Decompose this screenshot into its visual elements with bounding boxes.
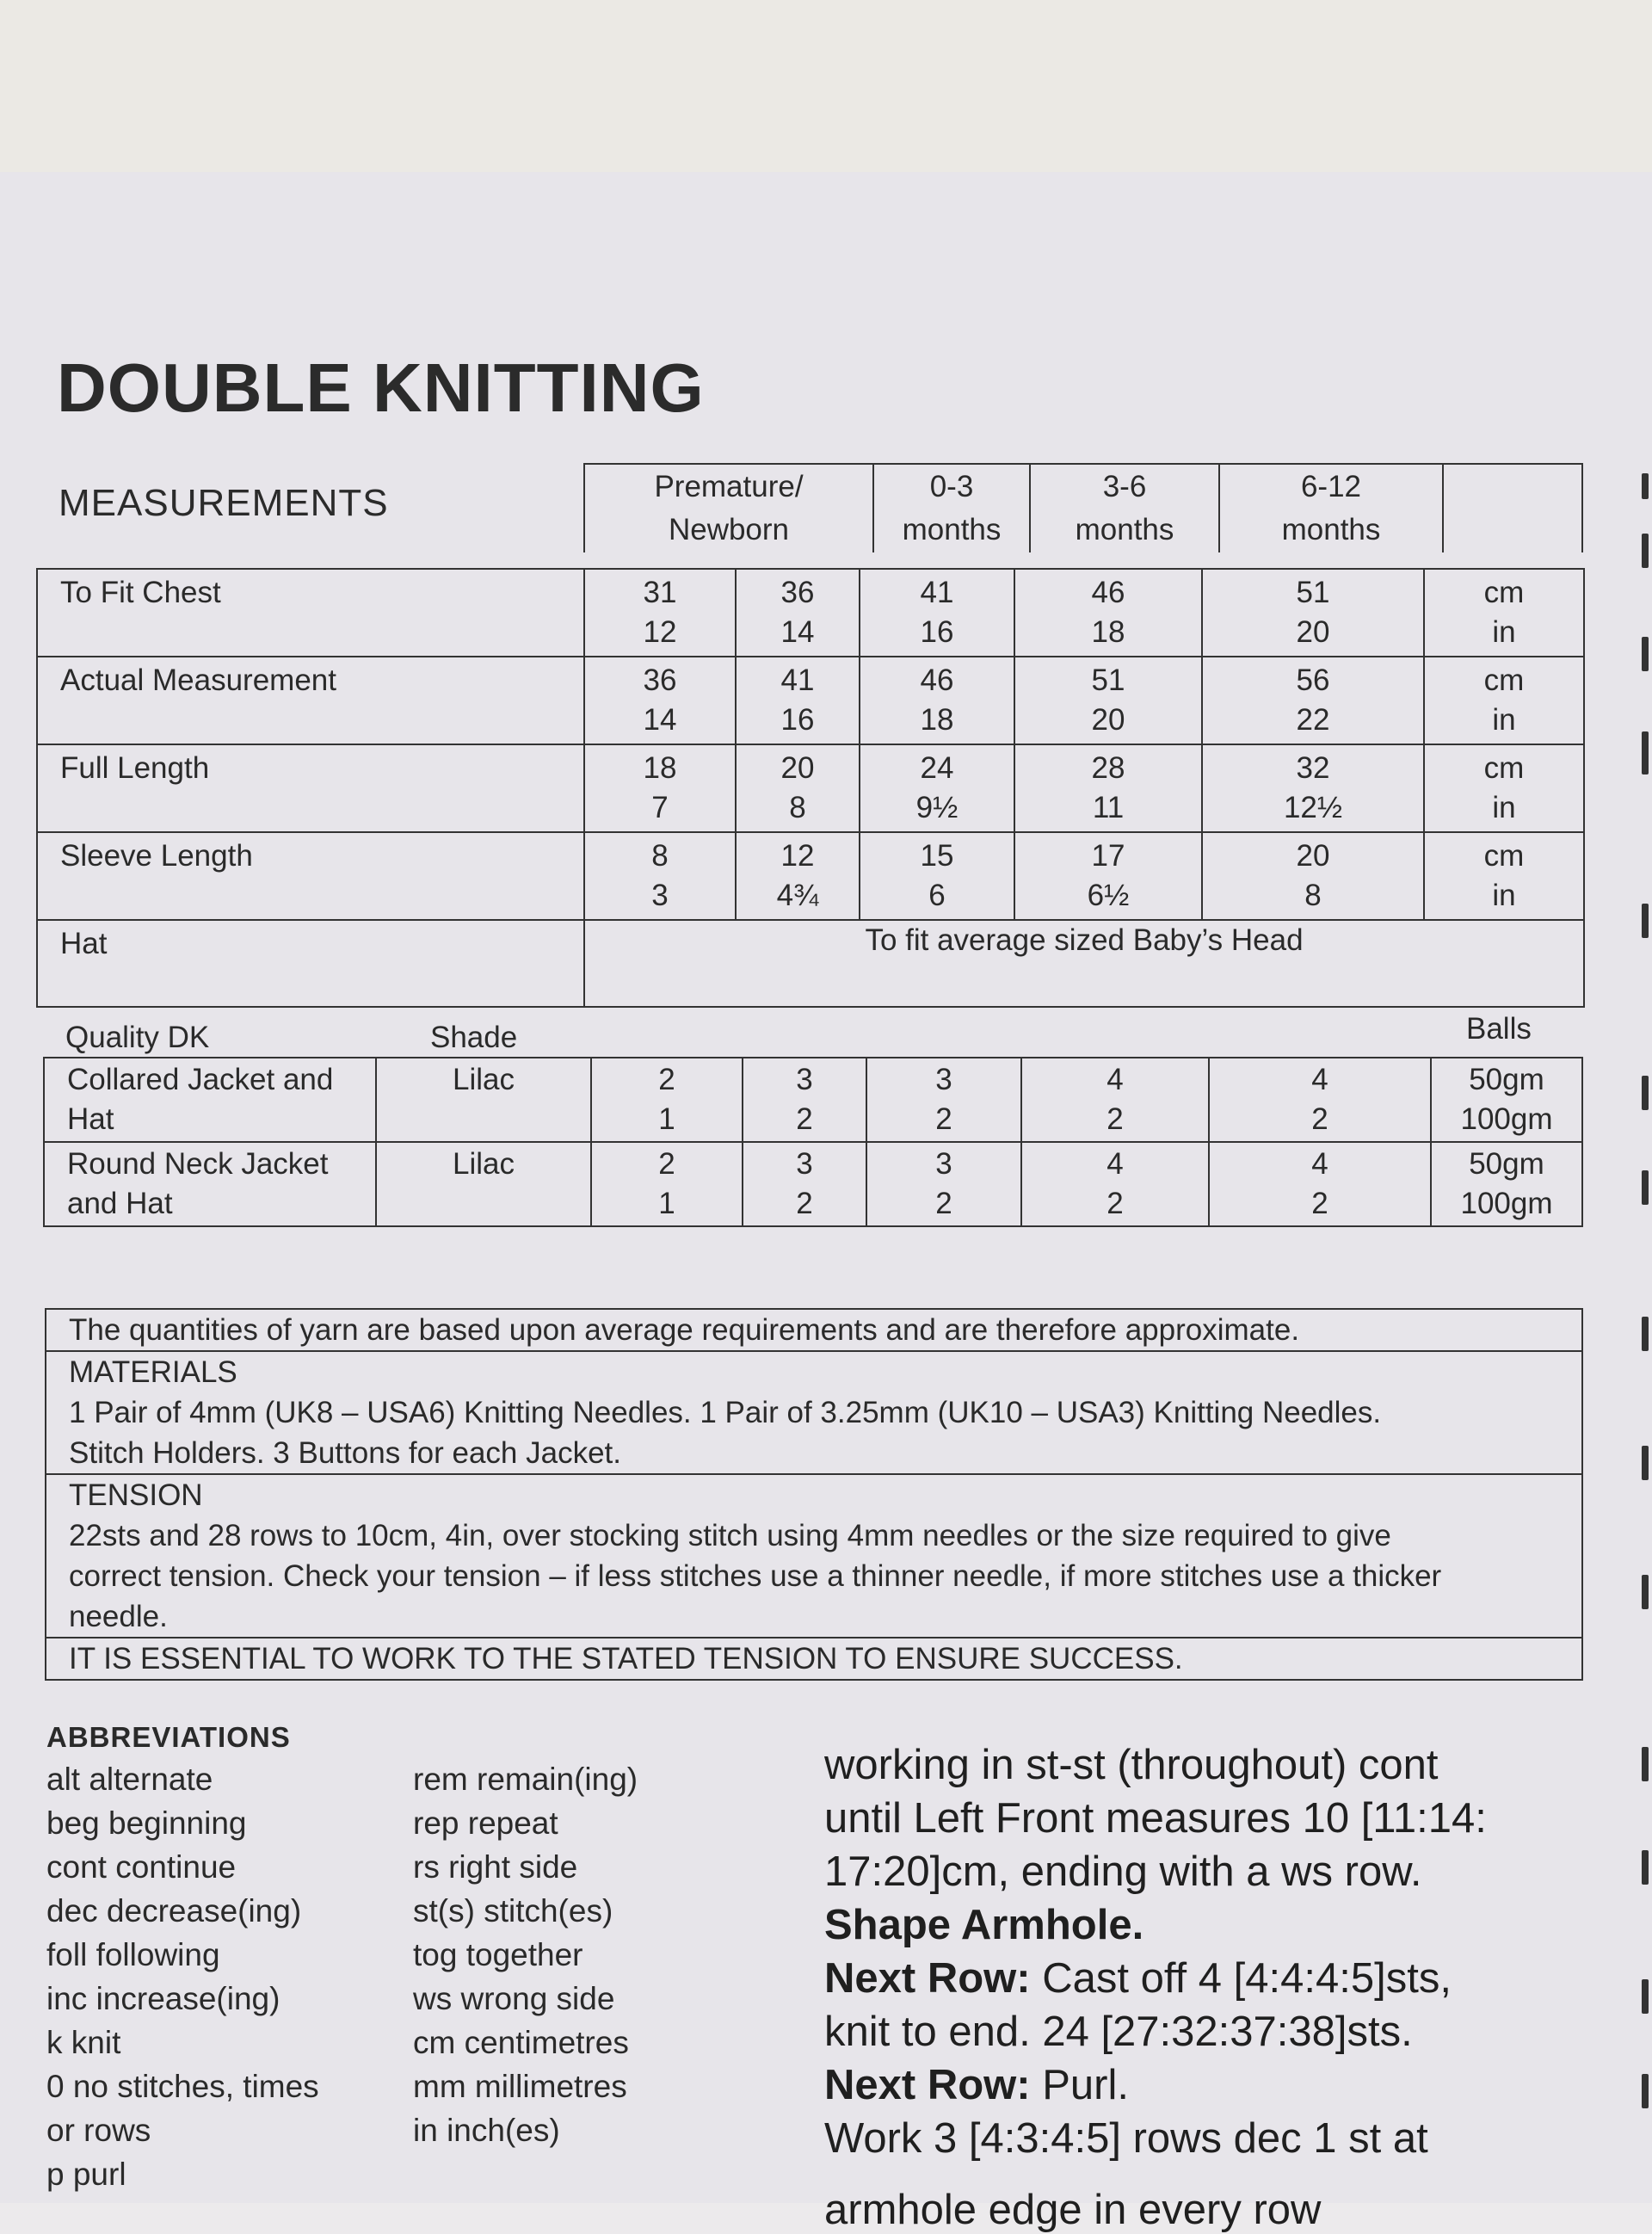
shade-label: Shade	[430, 1021, 518, 1054]
table-cell: 32 12½	[1202, 744, 1424, 832]
balls-cell: 50gm 100gm	[1431, 1142, 1582, 1226]
list-item: rep repeat	[413, 1805, 558, 1841]
pattern-line: Next Row: Purl.	[824, 2062, 1129, 2108]
size-header-3-6: 3-6 months	[1031, 465, 1220, 552]
size-header-6-12: 6-12 months	[1220, 465, 1444, 552]
list-item: or rows	[46, 2113, 151, 2148]
row-label: Full Length	[37, 744, 584, 832]
row-label: Sleeve Length	[37, 832, 584, 920]
table-cell: 4 2	[1209, 1058, 1431, 1142]
table-cell: 15 6	[860, 832, 1014, 920]
table-row	[44, 1142, 1582, 1226]
table-cell: 4 2	[1209, 1142, 1431, 1226]
essential-note: IT IS ESSENTIAL TO WORK TO THE STATED TENSION TO ENSURE SUCCESS.	[69, 1642, 1183, 1676]
notes-box	[45, 1308, 1583, 1681]
list-item: mm millimetres	[413, 2069, 627, 2104]
list-item: tog together	[413, 1937, 583, 1972]
shade-cell: Lilac	[376, 1058, 591, 1142]
size-header-units	[1444, 465, 1581, 552]
list-item: foll following	[46, 1937, 220, 1972]
table-cell: 4 2	[1021, 1142, 1209, 1226]
table-cell: 51 20	[1014, 657, 1202, 744]
list-item: 0 no stitches, times	[46, 2069, 319, 2104]
materials-line: 1 Pair of 4mm (UK8 – USA6) Knitting Needles. 1 Pair of 3.25mm (UK10 – USA3) Knitting Needles.	[69, 1396, 1382, 1429]
table-cell: 3 2	[866, 1058, 1021, 1142]
materials-block	[46, 1352, 1581, 1475]
pattern-line: until Left Front measures 10 [11:14:	[824, 1795, 1487, 1842]
balls-label: Balls	[1466, 1012, 1532, 1046]
size-header-0-3: 0-3 months	[874, 465, 1031, 552]
page-title: DOUBLE KNITTING	[57, 349, 705, 426]
table-cell: 41 16	[736, 657, 860, 744]
pattern-instructions	[824, 1738, 1564, 2165]
row-label: Collared Jacket and Hat	[44, 1058, 376, 1142]
pattern-line-cut: armhole edge in every row	[824, 2187, 1322, 2233]
list-item: cm centimetres	[413, 2025, 629, 2060]
list-item: in inch(es)	[413, 2113, 560, 2148]
hat-description: To fit average sized Baby’s Head	[584, 920, 1584, 1007]
background-top	[0, 0, 1652, 172]
unit-cell: cm in	[1424, 832, 1584, 920]
table-row	[37, 744, 1584, 832]
unit-cell: cm in	[1424, 657, 1584, 744]
table-cell: 51 20	[1202, 569, 1424, 657]
table-row	[37, 832, 1584, 920]
table-cell: 3 2	[743, 1142, 866, 1226]
list-item: dec decrease(ing)	[46, 1893, 302, 1929]
table-cell: 3 2	[743, 1058, 866, 1142]
table-cell: 28 11	[1014, 744, 1202, 832]
measurements-table	[36, 568, 1585, 1008]
table-cell: 36 14	[584, 657, 736, 744]
table-cell: 56 22	[1202, 657, 1424, 744]
list-item: rem remain(ing)	[413, 1762, 638, 1797]
balls-cell: 50gm 100gm	[1431, 1058, 1582, 1142]
table-cell: 8 3	[584, 832, 736, 920]
table-cell: 3 2	[866, 1142, 1021, 1226]
table-row	[44, 1058, 1582, 1142]
pattern-line: Work 3 [4:3:4:5] rows dec 1 st at	[824, 2115, 1428, 2162]
table-cell: 2 1	[591, 1142, 743, 1226]
tension-block	[46, 1475, 1581, 1638]
table-cell: 4 2	[1021, 1058, 1209, 1142]
list-item: k knit	[46, 2025, 121, 2060]
row-label: Round Neck Jacket and Hat	[44, 1142, 376, 1226]
table-cell: 18 7	[584, 744, 736, 832]
table-cell: 2 1	[591, 1058, 743, 1142]
table-cell: 20 8	[1202, 832, 1424, 920]
table-cell: 20 8	[736, 744, 860, 832]
unit-cell: cm in	[1424, 744, 1584, 832]
list-item: p purl	[46, 2157, 126, 2192]
shape-armhole-heading: Shape Armhole.	[824, 1902, 1144, 1948]
table-cell: 24 9½	[860, 744, 1014, 832]
table-row	[37, 569, 1584, 657]
table-cell: 46 18	[860, 657, 1014, 744]
size-header-row	[583, 463, 1583, 552]
materials-line: Stitch Holders. 3 Buttons for each Jacket.	[69, 1436, 621, 1470]
list-item: alt alternate	[46, 1762, 213, 1797]
pattern-line: knit to end. 24 [27:32:37:38]sts.	[824, 2009, 1413, 2055]
pattern-line: Next Row: Cast off 4 [4:4:4:5]sts,	[824, 1955, 1452, 2002]
table-cell: 12 4¾	[736, 832, 860, 920]
table-cell: 36 14	[736, 569, 860, 657]
table-row	[37, 657, 1584, 744]
materials-heading: MATERIALS	[69, 1355, 237, 1389]
abbreviations-column-2	[413, 1757, 638, 2152]
tension-line: needle.	[69, 1600, 168, 1633]
row-label: To Fit Chest	[37, 569, 584, 657]
table-cell: 31 12	[584, 569, 736, 657]
next-row-label: Next Row:	[824, 1955, 1031, 2002]
tension-line: 22sts and 28 rows to 10cm, 4in, over stocking stitch using 4mm needles or the size required to give	[69, 1519, 1391, 1552]
yarn-table	[43, 1057, 1583, 1227]
tension-heading: TENSION	[69, 1478, 203, 1512]
list-item: ws wrong side	[413, 1981, 615, 2016]
hat-label: Hat	[37, 920, 584, 1007]
quantities-note: The quantities of yarn are based upon average requirements and are therefore approximate.	[46, 1310, 1581, 1352]
quality-label: Quality DK	[65, 1021, 210, 1054]
hat-row	[37, 920, 1584, 1007]
list-item: inc increase(ing)	[46, 1981, 280, 2016]
table-cell: 17 6½	[1014, 832, 1202, 920]
table-cell: 41 16	[860, 569, 1014, 657]
list-item: st(s) stitch(es)	[413, 1893, 613, 1929]
measurements-heading: MEASUREMENTS	[59, 482, 389, 524]
list-item: rs right side	[413, 1849, 578, 1885]
list-item: beg beginning	[46, 1805, 247, 1841]
abbreviations-heading: ABBREVIATIONS	[46, 1721, 291, 1753]
shade-cell: Lilac	[376, 1142, 591, 1226]
pattern-line: working in st-st (throughout) cont	[824, 1742, 1439, 1788]
next-row-label: Next Row:	[824, 2062, 1031, 2108]
facing-page-edge	[1642, 456, 1652, 2194]
unit-cell: cm in	[1424, 569, 1584, 657]
abbreviations-column-1	[46, 1757, 319, 2196]
tension-line: correct tension. Check your tension – if less stitches use a thinner needle, if more stitches use a thicker	[69, 1559, 1442, 1593]
table-cell: 46 18	[1014, 569, 1202, 657]
list-item: cont continue	[46, 1849, 237, 1885]
pattern-line: 17:20]cm, ending with a ws row.	[824, 1848, 1422, 1895]
row-label: Actual Measurement	[37, 657, 584, 744]
size-header-newborn: Premature/ Newborn	[585, 465, 874, 552]
